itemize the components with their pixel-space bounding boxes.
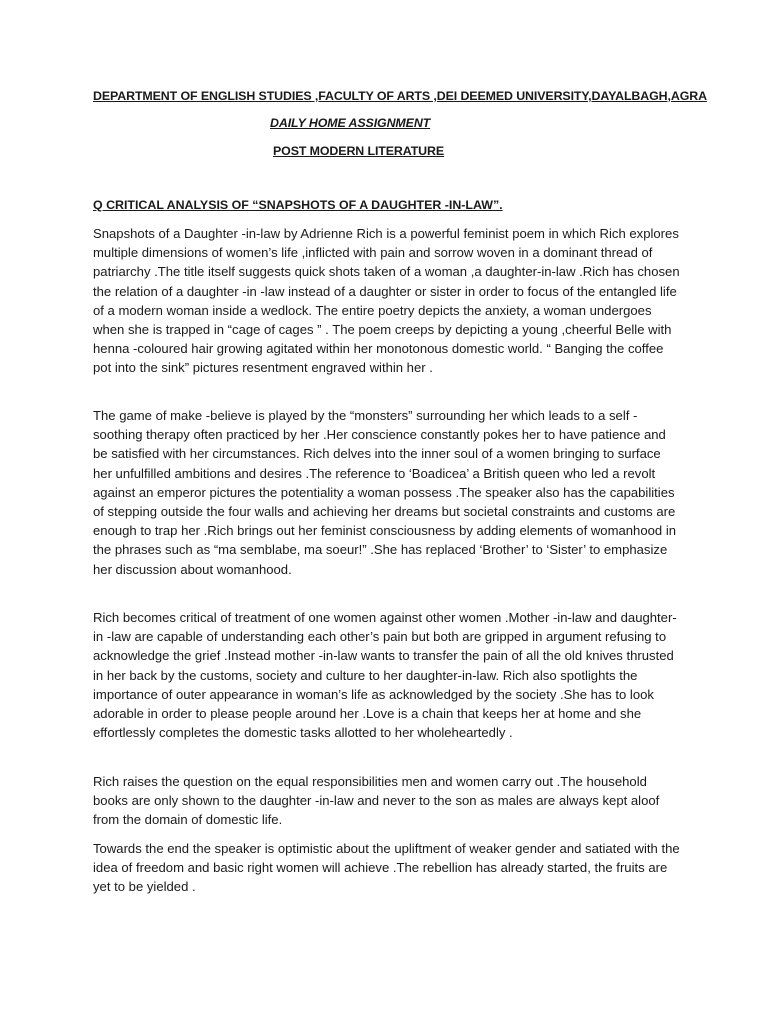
course-heading: POST MODERN LITERATURE — [273, 144, 445, 158]
question-heading: Q CRITICAL ANALYSIS OF “SNAPSHOTS OF A DAUGHTER -IN-LAW”. — [93, 198, 503, 212]
paragraph-2: The game of make -believe is played by the “monsters” surrounding her which leads to a self -soothing therapy often practiced by her .Her conscience constantly pokes her to have patience and be satisfied with her circumstances. Rich delves into the inner soul of a women bringing to surface her unfulfilled ambitions and desires .The reference to ‘Boadicea’ a British queen who led a revolt against an emperor pictures the potentiality a woman possess .The speaker also has the capabilities of stepping outside the four walls and achieving her dreams but societal constraints and customs are enough to trap her .Rich brings out her feminist consciousness by adding elements of womanhood in the phrases such as “ma semblabe, ma soeur!” .She has replaced ‘Brother’ to ‘Sister’ to emphasize her discussion about womanhood. — [93, 408, 677, 577]
paragraph-1: Snapshots of a Daughter -in-law by Adrienne Rich is a powerful feminist poem in which Rich explores multiple dimensions of women’s life ,inflicted with pain and sorrow woven in a dominant thread of patriarchy .The title itself suggests quick shots taken of a woman ,a daughter-in-law .Rich has chosen the relation of a daughter -in -law instead of a daughter or sister in order to focus of the entangled life of a modern woman inside a wedlock. The entire poetry depicts the anxiety, a woman undergoes when she is trapped in “cage of cages ” . The poem creeps by depicting a young ,cheerful Belle with henna -coloured hair growing agitated within her monotonous domestic world. “ Banging the coffee pot into the sink” pictures resentment engraved within her . — [93, 226, 680, 376]
paragraph-4: Rich raises the question on the equal responsibilities men and women carry out .The household books are only shown to the daughter -in-law and never to the son as males are always kept aloof from the domain of domestic life. — [93, 774, 660, 828]
department-heading: DEPARTMENT OF ENGLISH STUDIES ,FACULTY OF ARTS ,DEI DEEMED UNIVERSITY,DAYALBAGH,AGRA — [93, 89, 707, 103]
paragraph-5: Towards the end the speaker is optimistic about the upliftment of weaker gender and satiated with the idea of freedom and basic right women will achieve .The rebellion has already started, the fruits are yet to be yielded . — [93, 841, 680, 895]
assignment-type-heading: DAILY HOME ASSIGNMENT — [270, 116, 431, 130]
paragraph-3: Rich becomes critical of treatment of one women against other women .Mother -in-law and daughter- in -law are capable of understanding each other’s pain but both are gripped in argument refusing to acknowledge the grief .Instead mother -in-law wants to transfer the pain of all the old knives thrusted in her back by the customs, society and culture to her daughter-in-law. Rich also spotlights the importance of outer appearance in woman’s life as acknowledged by the society .She has to look adorable in order to please people around her .Love is a chain that keeps her at home and she effortlessly completes the domestic tasks allotted to her wholeheartedly . — [93, 610, 677, 741]
